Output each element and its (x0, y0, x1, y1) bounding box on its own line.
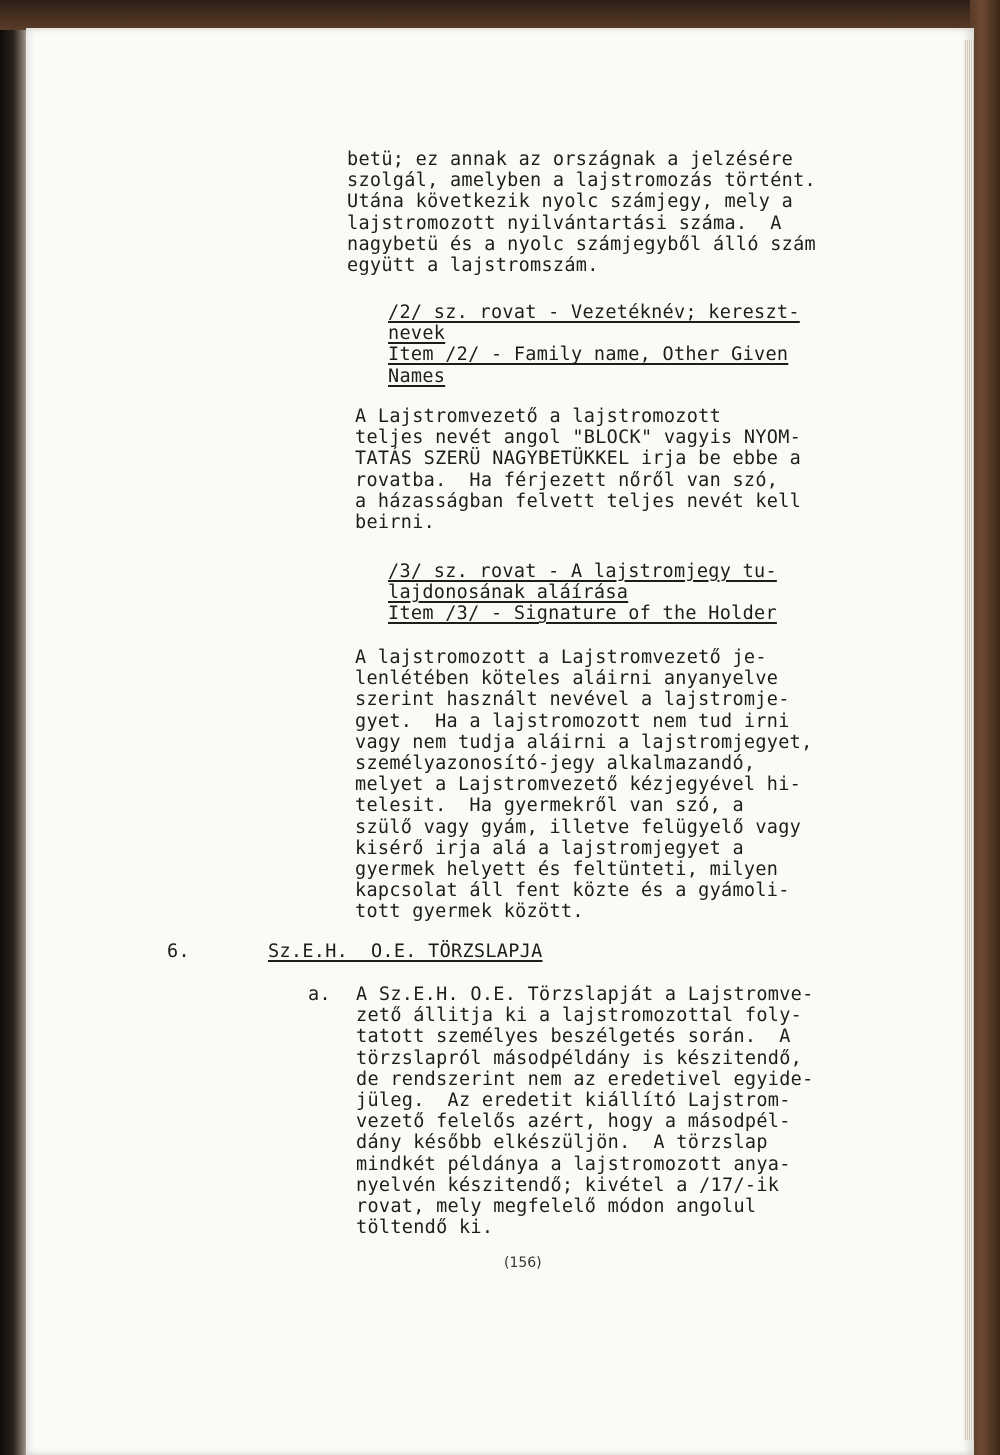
paragraph-registration-number: betü; ez annak az országnak a jelzésére szolgál, amelyben a lajstromozás történt. Utána következik nyolc számjegy, mely a lajstromozott nyilvántartási száma. A nagybetü és a nyolc számjegyből álló szám együtt a lajstromszám. (347, 149, 816, 277)
section-6-number: 6. (167, 941, 190, 962)
subsection-a-label: a. (308, 984, 331, 1005)
section-6-title: Sz.E.H. O.E. TÖRZSLAPJA (268, 941, 543, 962)
book-binding-top (0, 0, 1000, 30)
item-2-heading: /2/ sz. rovat - Vezetéknév; kereszt- nevek Item /2/ - Family name, Other Given Names (388, 302, 800, 387)
page-number: (156) (504, 1255, 542, 1271)
item-2-body: A Lajstromvezető a lajstromozott teljes nevét angol "BLOCK" vagyis NYOM- TATÁS SZERÜ NAGYBETÜKKEL irja be ebbe a rovatba. Ha férjezett nőről van szó, a házasságban felvett teljes nevét kell beirni. (355, 406, 802, 534)
item-3-heading: /3/ sz. rovat - A lajstromjegy tu- lajdonosának aláírása Item /3/ - Signature of the Holder (388, 561, 777, 625)
book-binding-right (970, 0, 1000, 1455)
page-stack-edge (964, 40, 974, 1440)
item-3-body: A lajstromozott a Lajstromvezető je- lenlétében köteles aláirni anyanyelve szerint használt nevével a lajstromje- gyet. Ha a lajstromozott nem tud irni vagy nem tudja aláirni a lajstromjegyet, személyazonosító-jegy alkalmazandó, melyet a Lajstromvezető kézjegyével hi- telesit. Ha gyermekről van szó, a szülő vagy gyám, illetve felügyelő vagy kisérő irja alá a lajstromjegyet a gyermek helyett és feltünteti, milyen kapcsolat áll fent közte és a gyámoli- tott gyermek között. (355, 647, 813, 923)
section-6a-body: A Sz.E.H. O.E. Törzslapját a Lajstromve- zető állitja ki a lajstromozottal foly- tatott személyes beszélgetés során. A törzslapról másodpéldány is készitendő, de rendszerint nem az eredetivel egyide- jüleg. Az eredetit kiállító Lajstrom- vezető felelős azért, hogy a másodpél- dány később elkészüljön. A törzslap mindkét példánya a lajstromozott anya- nyelvén készitendő; kivétel a /17/-ik rovat, mely megfelelő módon angolul töltendő ki. (356, 984, 814, 1239)
